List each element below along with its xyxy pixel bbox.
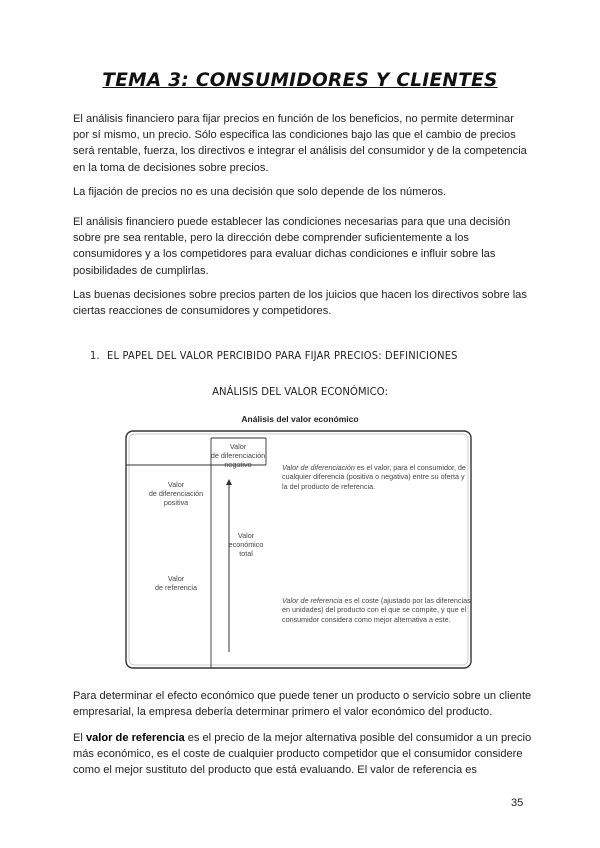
section-subheading: ANÁLISIS DEL VALOR ECONÓMICO: bbox=[212, 385, 388, 398]
label-negative-differentiation: Valor de diferenciación negativo bbox=[210, 442, 266, 469]
paragraph-reference-value bbox=[73, 730, 533, 779]
reference-bold-term: valor de referencia bbox=[85, 732, 185, 744]
definition-reference-term: Valor de referencia bbox=[282, 596, 343, 605]
definition-reference-text: es el coste (ajustado por las diferencias en unidades) del producto con el que se compite, y que el consumidor considera como mejor alternativa a este. bbox=[282, 596, 471, 624]
page-title: TEMA 3: CONSUMIDORES Y CLIENTES bbox=[102, 70, 498, 91]
paragraph-intro: El análisis financiero para fijar precios en función de los beneficios, no permite determinar por sí mismo, un precio. Sólo especifica las condiciones bajo las que el cambio de precios será rentable, fuerza, los directivos e integrar el análisis del consumidor y de la competencia en la toma de decisiones sobre precios. bbox=[73, 113, 527, 174]
label-reference-value: Valor de referencia bbox=[155, 574, 197, 592]
reference-rest: es el precio de la mejor alternativa posible del consumidor a un precio más económico, es el coste de cualquier producto competidor que el consumidor considere como el mejor sustituto del producto que está evaluando. El valor de referencia es bbox=[73, 732, 532, 777]
definition-differentiation-text: es el valor, para el consumidor, de cualquier diferencia (positiva o negativa) entre su oferta y la del producto de referencia. bbox=[282, 463, 466, 491]
section-heading-text: EL PAPEL DEL VALOR PERCIBIDO PARA FIJAR PRECIOS: DEFINICIONES bbox=[107, 349, 458, 362]
paragraph-economic-effect: Para determinar el efecto económico que puede tener un producto o servicio sobre un cliente empresarial, la empresa debería determinar primero el valor económico del producto. bbox=[73, 690, 532, 719]
label-total-economic-value: Valor económico total bbox=[228, 531, 264, 558]
paragraph-financial-analysis: El análisis financiero puede establecer las condiciones necesarias para que una decisión sobre pre sea rentable, pero la dirección debe comprender suficientemente a los consumidores y a los competidores para evaluar dichas condiciones e influir sobre las posibilidades de cumplirlas. bbox=[73, 216, 511, 277]
label-positive-differentiation: Valor de diferenciación positiva bbox=[148, 480, 204, 507]
definition-reference-value bbox=[282, 596, 472, 624]
paragraph-pricing-decision: La fijación de precios no es una decisión que solo depende de los números. bbox=[73, 186, 447, 198]
definition-differentiation-term: Valor de diferenciación bbox=[282, 463, 355, 472]
definition-differentiation-value bbox=[282, 463, 472, 491]
page-number: 35 bbox=[511, 797, 524, 809]
paragraph-good-decisions: Las buenas decisiones sobre precios parten de los juicios que hacen los directivos sobre las ciertas reacciones de consumidores y competidores. bbox=[73, 289, 527, 318]
figure-caption: Análisis del valor económico bbox=[241, 414, 359, 424]
section-number: 1. bbox=[90, 349, 100, 362]
reference-lead: El bbox=[73, 732, 86, 744]
